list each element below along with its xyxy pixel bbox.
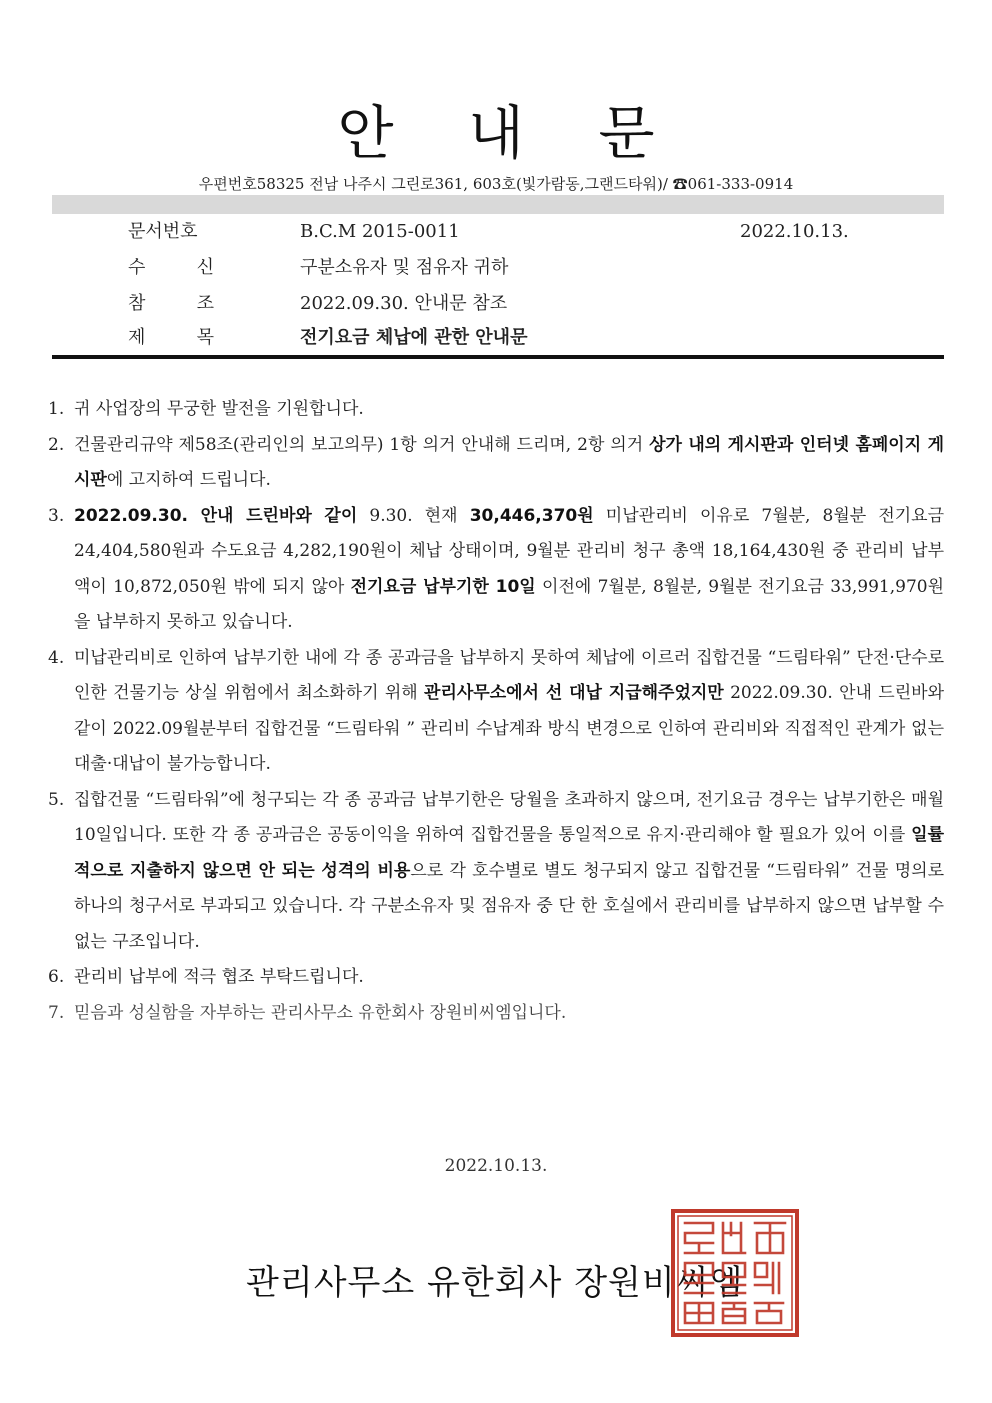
company-name: 관리사무소 유한회사 장원비씨엠 [246,1263,744,1303]
notice-item-6: 6. 관리비 납부에 적극 협조 부탁드립니다. [48,967,364,987]
subject-value: 전기요금 체납에 관한 안내문 [300,327,528,348]
footer-date: 2022.10.13. [444,1156,548,1176]
sender-address: 우편번호58325 전남 나주시 그린로361, 603호(빛가람동,그랜드타워)/ ☎061-333-0914 [198,175,794,193]
reference-label: 참 조 [128,293,214,314]
notice-item-3: 3. 2022.09.30. 안내 드린바와 같이 9.30. 현재 30,446,370원 미납관리비 이유로 7월분, 8월분 전기요금 24,404,580원과 수도요금 4,282,190원이 체납 상태이며, 9월분 관리비 청구 총액 18,164,430원 중 관리비 납부액이 10,872,050원 밖에 되지 않아 전기요금 납부기한 10일 이전에 7월분, 8월분, 9월분 전기요금 33,991,970원을 납부하지 못하고 있습니다. [48,505,945,632]
recipient-label: 수 신 [128,257,214,278]
reference-value: 2022.09.30. 안내문 참조 [300,293,508,314]
subject-label: 제 목 [128,327,214,348]
document-title: 안 내 문 [337,99,683,167]
notice-body [48,392,944,1031]
header-rule [52,355,944,359]
meta-row-doc-no [52,215,944,249]
doc-no-value: B.C.M 2015-0011 [300,221,460,242]
company-seal-stamp [671,1209,799,1337]
meta-row-reference [52,287,944,321]
meta-row-subject [52,321,944,355]
recipient-value: 구분소유자 및 점유자 귀하 [300,257,509,278]
notice-item-5: 5. 집합건물 “드림타워”에 청구되는 각 종 공과금 납부기한은 당월을 초과하지 않으며, 전기요금 경우는 납부기한은 매월 10일입니다. 또한 각 종 공과금은 공동이익을 위하여 집합건물을 통일적으로 유지·관리해야 할 필요가 있어 이를 일률적으로 지출하지 않으면 안 되는 성격의 비용으로 각 호수별로 별도 청구되지 않고 집합건물 “드림타워” 건물 명의로 하나의 청구서로 부과되고 있습니다. 각 구분소유자 및 점유자 중 단 한 호실에서 관리비를 납부하지 않으면 납부할 수 없는 구조입니다. [48,789,944,952]
notice-item-1: 1. 귀 사업장의 무궁한 발전을 기원합니다. [48,399,364,419]
notice-item-7: 7. 믿음과 성실함을 자부하는 관리사무소 유한회사 장원비씨엠입니다. [48,1002,567,1023]
notice-item-4: 4. 미납관리비로 인하여 납부기한 내에 각 종 공과금을 납부하지 못하여 체납에 이르러 집합건물 “드림타워” 단전·단수로 인한 건물기능 상실 위험에서 최소화하기 위해 관리사무소에서 선 대납 지급해주었지만 2022.09.30. 안내 드린바와 같이 2022.09월분부터 집합건물 “드림타워 ” 관리비 수납계좌 방식 변경으로 인하여 관리비와 직접적인 관계가 없는 대출·대납이 불가능합니다. [48,647,944,774]
doc-date: 2022.10.13. [740,221,849,242]
header-divider-bar [52,195,944,214]
notice-item-2: 2. 건물관리규약 제58조(관리인의 보고의무) 1항 의거 안내해 드리며, 2항 의거 상가 내의 게시판과 인터넷 홈페이지 게시판에 고지하여 드립니다. [48,434,945,490]
doc-no-label: 문서번호 [128,221,198,242]
meta-row-recipient [52,251,944,285]
